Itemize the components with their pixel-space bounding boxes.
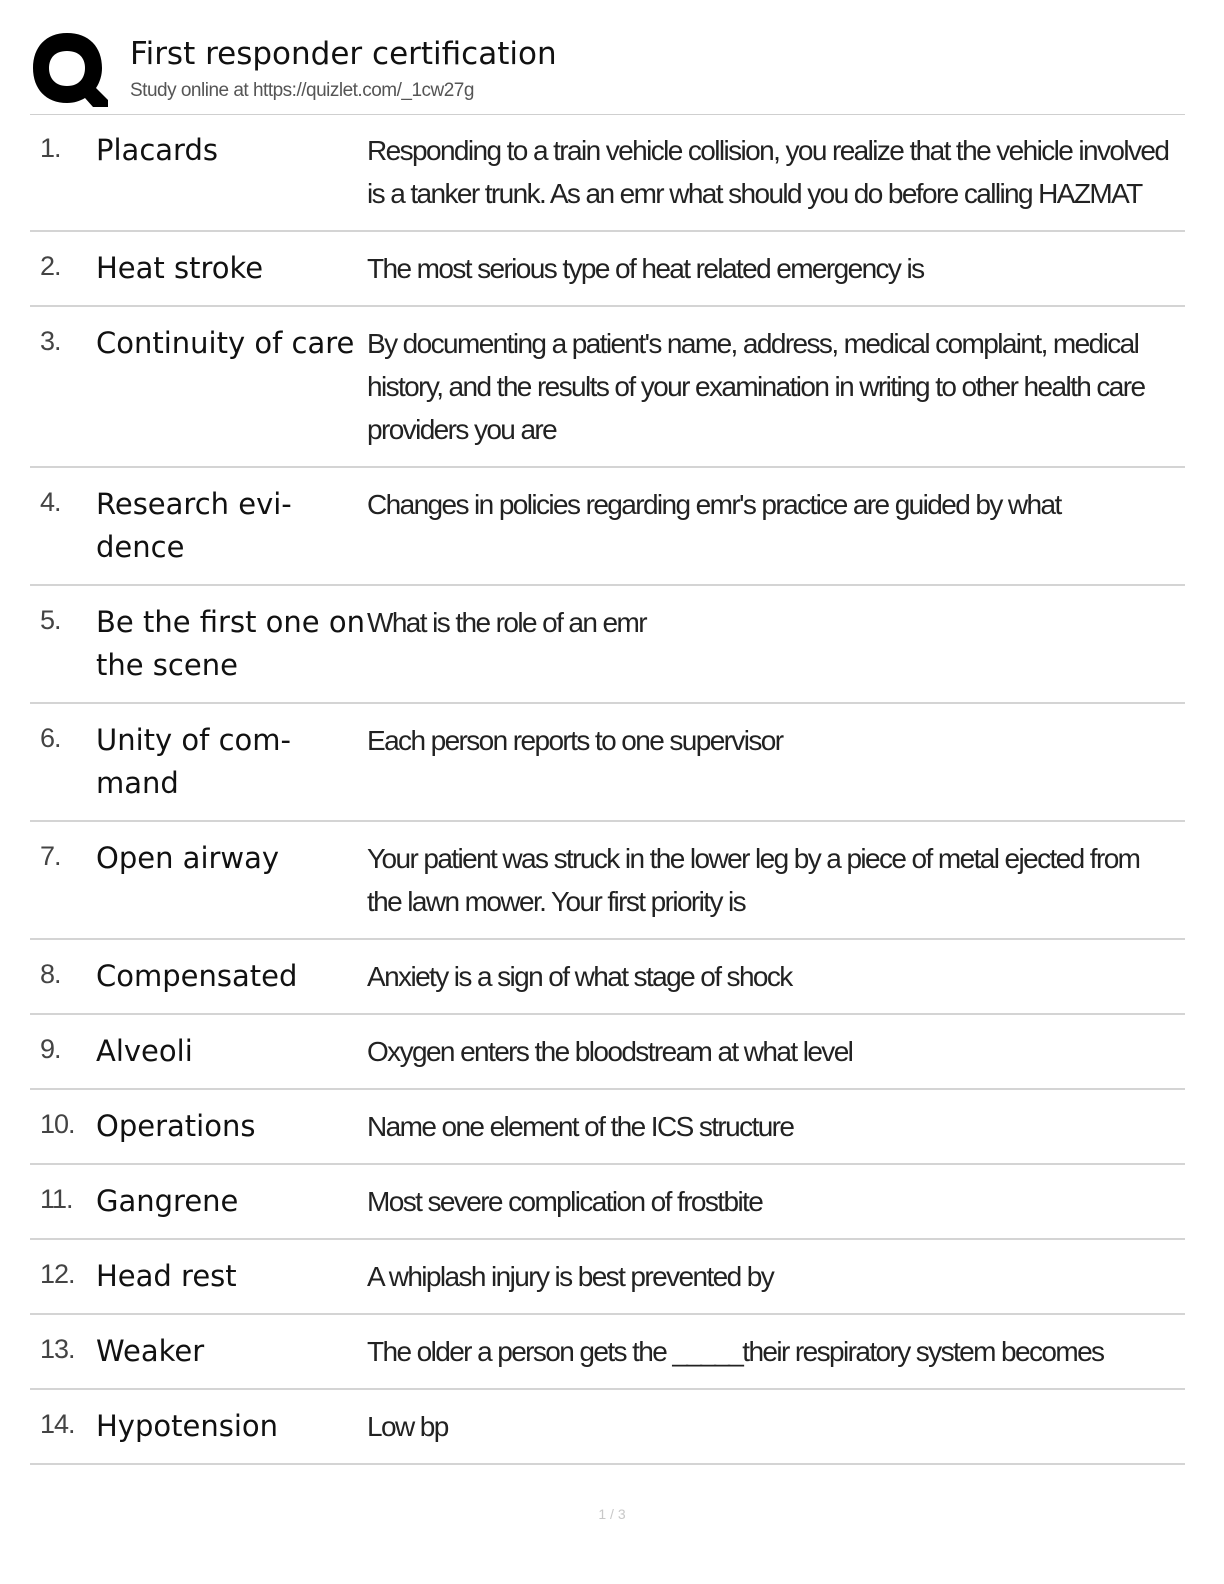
flashcard-row — [30, 1090, 1185, 1165]
flashcard-row — [30, 1165, 1185, 1240]
flashcard-list — [30, 114, 1185, 1465]
card-definition: The most serious type of heat related emergency is — [367, 253, 924, 284]
page-number: 1 / 3 — [598, 1506, 626, 1522]
flashcard-row — [30, 704, 1185, 822]
card-number: 4. — [40, 487, 61, 517]
card-number: 7. — [40, 841, 61, 871]
card-definition: Changes in policies regarding emr's practice are guided by what — [367, 489, 1061, 520]
card-number: 11. — [40, 1184, 73, 1214]
document-title: First responder certification — [130, 36, 557, 72]
card-number: 2. — [40, 251, 61, 281]
card-term: Research evi-dence — [96, 487, 292, 564]
quizlet-q-logo-icon — [30, 30, 110, 110]
card-definition: Oxygen enters the bloodstream at what level — [367, 1036, 853, 1067]
card-term: Continuity of care — [96, 326, 355, 360]
card-definition: Name one element of the ICS structure — [367, 1111, 794, 1142]
card-number: 10. — [40, 1109, 75, 1139]
card-term: Be the first one on the scene — [96, 605, 365, 682]
card-term: Gangrene — [96, 1184, 239, 1218]
card-term: Hypotension — [96, 1409, 279, 1443]
card-number: 1. — [40, 133, 61, 163]
card-term: Head rest — [96, 1259, 237, 1293]
card-number: 14. — [40, 1409, 75, 1439]
card-number: 3. — [40, 326, 61, 356]
card-term: Weaker — [96, 1334, 205, 1368]
card-definition: What is the role of an emr — [367, 607, 646, 638]
card-term: Open airway — [96, 841, 280, 875]
card-term: Placards — [96, 133, 218, 167]
card-definition: The older a person gets the _____their respiratory system becomes — [367, 1336, 1104, 1367]
flashcard-row — [30, 940, 1185, 1015]
card-definition: Each person reports to one supervisor — [367, 725, 783, 756]
card-definition: Anxiety is a sign of what stage of shock — [367, 961, 792, 992]
flashcard-row — [30, 307, 1185, 468]
card-definition: Responding to a train vehicle collision, you realize that the vehicle involved is a tanker trunk. As an emr what should you do before calling HAZMAT — [367, 135, 1169, 209]
card-definition: A whiplash injury is best prevented by — [367, 1261, 774, 1292]
card-number: 13. — [40, 1334, 75, 1364]
card-term: Alveoli — [96, 1034, 193, 1068]
flashcard-row — [30, 1390, 1185, 1465]
flashcard-row — [30, 232, 1185, 307]
card-number: 5. — [40, 605, 61, 635]
study-link-text: Study online at https://quizlet.com/_1cw27g — [130, 80, 474, 101]
flashcard-row — [30, 1315, 1185, 1390]
card-term: Operations — [96, 1109, 256, 1143]
card-number: 8. — [40, 959, 61, 989]
card-definition: By documenting a patient's name, address, medical complaint, medical history, and the results of your examination in writing to other health care providers you are — [367, 328, 1145, 445]
card-term: Compensated — [96, 959, 298, 993]
card-definition: Most severe complication of frostbite — [367, 1186, 763, 1217]
card-number: 9. — [40, 1034, 61, 1064]
flashcard-row — [30, 1015, 1185, 1090]
card-number: 12. — [40, 1259, 75, 1289]
card-term: Unity of com-mand — [96, 723, 291, 800]
document-header — [30, 28, 1185, 115]
card-definition: Low bp — [367, 1411, 448, 1442]
flashcard-row — [30, 822, 1185, 940]
flashcard-row — [30, 114, 1185, 232]
flashcard-row — [30, 586, 1185, 704]
card-number: 6. — [40, 723, 61, 753]
card-term: Heat stroke — [96, 251, 264, 285]
flashcard-row — [30, 468, 1185, 586]
card-definition: Your patient was struck in the lower leg by a piece of metal ejected from the lawn mower. Your first priority is — [367, 843, 1140, 917]
flashcard-row — [30, 1240, 1185, 1315]
